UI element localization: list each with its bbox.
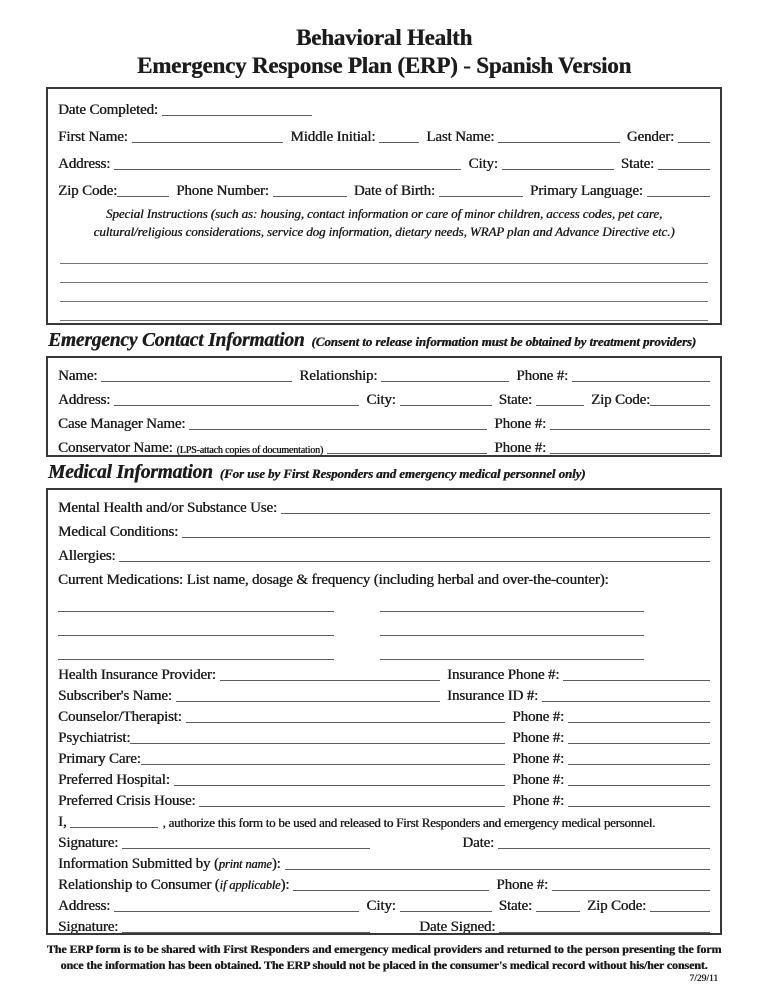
medication-line-left (58, 611, 334, 612)
first-name-line (132, 142, 284, 143)
medical-box (46, 488, 722, 935)
date-of-birth-line (439, 196, 523, 197)
submitted-by-line (285, 869, 710, 870)
ec-conservator-line (327, 453, 487, 454)
writing-line (60, 283, 708, 302)
title-line-1: Behavioral Health (295, 25, 473, 50)
ec-name-row (58, 362, 710, 386)
ec-conservator-label: Conservator Name: (58, 440, 173, 456)
footer-notice-line-1: The ERP form is to be shared with First Responders and emergency medical providers and returned to the person presenting the form (46, 942, 722, 956)
insurance-phone-label: Insurance Phone #: (447, 667, 560, 683)
allergies-row (58, 542, 710, 566)
primary-language-line (647, 196, 710, 197)
medication-line-row (58, 640, 710, 664)
zip-phone-row (58, 174, 710, 201)
subscriber-group (58, 687, 440, 706)
medication-line-left (58, 635, 334, 636)
ec-cons-phone-line (550, 453, 710, 454)
ec-zip-label: Zip Code: (590, 392, 650, 408)
med-state-line (536, 911, 580, 912)
date-signed-line (499, 932, 710, 933)
psychiatrist-row (58, 727, 710, 748)
subscriber-name-line (176, 701, 440, 702)
insurance-id-label: Insurance ID #: (447, 688, 539, 704)
emergency-contact-note: (Consent to release information must be obtained by treatment providers) (311, 334, 697, 349)
gender-label: Gender: (626, 129, 674, 145)
primary-care-phone-label: Phone #: (512, 751, 564, 767)
title-line-2: Emergency Response Plan (ERP) - Spanish Version (136, 53, 632, 78)
emergency-contact-box (46, 356, 722, 457)
ec-address-line (114, 405, 359, 406)
ec-case-manager-line (189, 429, 487, 430)
ec-phone-line (572, 381, 710, 382)
last-name-label: Last Name: (426, 129, 495, 145)
crisis-house-phone-label: Phone #: (512, 793, 564, 809)
current-medications-label: Current Medications: List name, dosage & frequency (including herbal and over-the-counter): (58, 572, 609, 588)
ec-cons-phone-label: Phone #: (494, 440, 546, 456)
demographics-box (46, 87, 722, 325)
ec-conservator-note: (LPS-attach copies of documentation) (176, 445, 323, 456)
footer-notice (46, 941, 722, 973)
date-signed-label: Date Signed: (419, 919, 496, 935)
emergency-contact-heading (48, 330, 722, 352)
counselor-line (186, 722, 506, 723)
date-of-birth-label: Date of Birth: (353, 183, 435, 199)
med-address-row (58, 895, 710, 916)
counselor-phone-label: Phone #: (512, 709, 564, 725)
page-title (46, 24, 722, 80)
ec-phone-label: Phone #: (516, 368, 568, 384)
subscriber-name-label: Subscriber's Name: (58, 688, 172, 704)
subscriber-row (58, 685, 710, 706)
insurance-id-line (542, 701, 710, 702)
ec-city-line (400, 405, 492, 406)
counselor-label: Counselor/Therapist: (58, 709, 182, 725)
medications-write-area (58, 592, 710, 664)
zip-code-label: Zip Code: (58, 183, 118, 199)
address-label: Address: (58, 156, 111, 172)
phone-number-label: Phone Number: (176, 183, 269, 199)
preferred-hospital-phone-label: Phone #: (512, 772, 564, 788)
med-address-label: Address: (58, 898, 111, 914)
psychiatrist-label: Psychiatrist: (58, 730, 131, 746)
writing-line (60, 302, 708, 321)
authorize-name-line (70, 827, 158, 828)
relationship-label-italic: if applicable (219, 878, 281, 892)
mental-health-label: Mental Health and/or Substance Use: (58, 500, 277, 516)
medication-line-right (380, 611, 644, 612)
ec-relationship-line (381, 381, 509, 382)
name-row (58, 120, 710, 147)
special-instructions-write-area (58, 245, 710, 325)
preferred-hospital-label: Preferred Hospital: (58, 772, 170, 788)
relationship-label-open: Relationship to Consumer ( (58, 877, 220, 893)
ec-name-label: Name: (58, 368, 98, 384)
relationship-phone-label: Phone #: (496, 877, 548, 893)
medical-note: (For use by First Responders and emergency medical personnel only) (219, 466, 586, 481)
ec-relationship-label: Relationship: (299, 368, 378, 384)
relationship-consumer-row (58, 874, 710, 895)
psychiatrist-phone-line (568, 743, 710, 744)
insurance-provider-group (58, 666, 440, 685)
authorize-prefix: I, (58, 814, 67, 830)
medical-title: Medical Information (48, 462, 213, 483)
submitted-by-row (58, 853, 710, 874)
ec-cm-phone-line (550, 429, 710, 430)
address-row (58, 147, 710, 174)
insurance-provider-label: Health Insurance Provider: (58, 667, 216, 683)
medication-line-row (58, 592, 710, 616)
emergency-contact-title: Emergency Contact Information (48, 330, 305, 351)
special-instructions-line-1: Special Instructions (such as: housing, contact information or care of minor children, access codes, pet care, (105, 206, 663, 221)
counselor-row (58, 706, 710, 727)
ec-address-label: Address: (58, 392, 111, 408)
date-completed-row (58, 93, 710, 120)
preferred-hospital-line (174, 785, 506, 786)
city-label: City: (468, 156, 498, 172)
date-line (498, 848, 710, 849)
special-instructions-line-2: cultural/religious considerations, service dog information, dietary needs, WRAP plan and Advance Directive etc.) (93, 224, 675, 239)
medical-heading (48, 462, 722, 484)
date-completed-label: Date Completed: (58, 102, 158, 118)
ec-state-label: State: (498, 392, 532, 408)
preferred-hospital-phone-line (568, 785, 710, 786)
special-instructions-note (58, 205, 710, 241)
preferred-crisis-house-label: Preferred Crisis House: (58, 793, 196, 809)
signature-label: Signature: (58, 835, 119, 851)
insurance-phone-line (563, 680, 710, 681)
psychiatrist-phone-label: Phone #: (512, 730, 564, 746)
ec-address-row (58, 386, 710, 410)
submitted-by-label-italic: print name (218, 857, 272, 871)
medication-line-right (380, 659, 644, 660)
mental-health-line (281, 513, 710, 514)
ec-case-manager-label: Case Manager Name: (58, 416, 186, 432)
psychiatrist-line (130, 743, 505, 744)
signature-date-signed-row (58, 916, 710, 935)
relationship-line (293, 890, 489, 891)
medication-line-left (58, 659, 334, 660)
preferred-hospital-row (58, 769, 710, 790)
ec-state-line (536, 405, 584, 406)
primary-care-row (58, 748, 710, 769)
writing-line (60, 321, 708, 325)
authorization-row (58, 811, 710, 832)
address-line (114, 169, 461, 170)
phone-number-line (273, 196, 347, 197)
allergies-label: Allergies: (58, 548, 116, 564)
medical-conditions-line (182, 537, 710, 538)
date-label: Date: (462, 835, 494, 851)
medical-conditions-label: Medical Conditions: (58, 524, 179, 540)
state-line (658, 169, 710, 170)
zip-code-line (117, 196, 169, 197)
allergies-line (119, 561, 710, 562)
state-label: State: (620, 156, 654, 172)
preferred-crisis-house-line (199, 806, 505, 807)
mental-health-row (58, 494, 710, 518)
relationship-label-close: ): (280, 877, 290, 893)
med-zip-line (650, 911, 710, 912)
date-completed-line (162, 115, 312, 116)
counselor-phone-line (568, 722, 710, 723)
primary-care-phone-line (568, 764, 710, 765)
med-city-label: City: (366, 898, 396, 914)
authorize-suffix: , authorize this form to be used and released to First Responders and emergency medical personnel. (162, 815, 656, 830)
med-state-label: State: (498, 898, 532, 914)
signature-date-row (58, 832, 710, 853)
med-address-line (114, 911, 359, 912)
preferred-crisis-house-row (58, 790, 710, 811)
last-name-line (498, 142, 619, 143)
middle-initial-label: Middle Initial: (290, 129, 376, 145)
medication-line-right (380, 635, 644, 636)
ec-name-line (101, 381, 292, 382)
ec-zip-line (650, 405, 710, 406)
middle-initial-line (379, 142, 419, 143)
med-city-line (400, 911, 492, 912)
med-zip-label: Zip Code: (586, 898, 646, 914)
primary-care-label: Primary Care: (58, 751, 141, 767)
signature2-line (122, 932, 370, 933)
ec-conservator-row (58, 434, 710, 457)
signature2-label: Signature: (58, 919, 119, 935)
medical-conditions-row (58, 518, 710, 542)
writing-line (60, 245, 708, 264)
submitted-by-label-open: Information Submitted by ( (58, 856, 219, 872)
first-name-label: First Name: (58, 129, 128, 145)
relationship-phone-line (552, 890, 710, 891)
ec-city-label: City: (366, 392, 396, 408)
primary-language-label: Primary Language: (529, 183, 643, 199)
current-medications-row (58, 566, 710, 590)
insurance-provider-row (58, 664, 710, 685)
writing-line (60, 264, 708, 283)
ec-case-manager-row (58, 410, 710, 434)
ec-cm-phone-label: Phone #: (494, 416, 546, 432)
revision-date: 7/29/11 (689, 974, 718, 984)
submitted-by-label-close: ): (271, 856, 281, 872)
insurance-provider-line (220, 680, 440, 681)
crisis-house-phone-line (568, 806, 710, 807)
signature-line (122, 848, 370, 849)
medication-line-row (58, 616, 710, 640)
footer-notice-line-2: once the information has been obtained. The ERP should not be placed in the consumer's medical record without his/her consent. (60, 958, 708, 972)
gender-line (678, 142, 710, 143)
city-line (502, 169, 614, 170)
primary-care-line (141, 764, 506, 765)
